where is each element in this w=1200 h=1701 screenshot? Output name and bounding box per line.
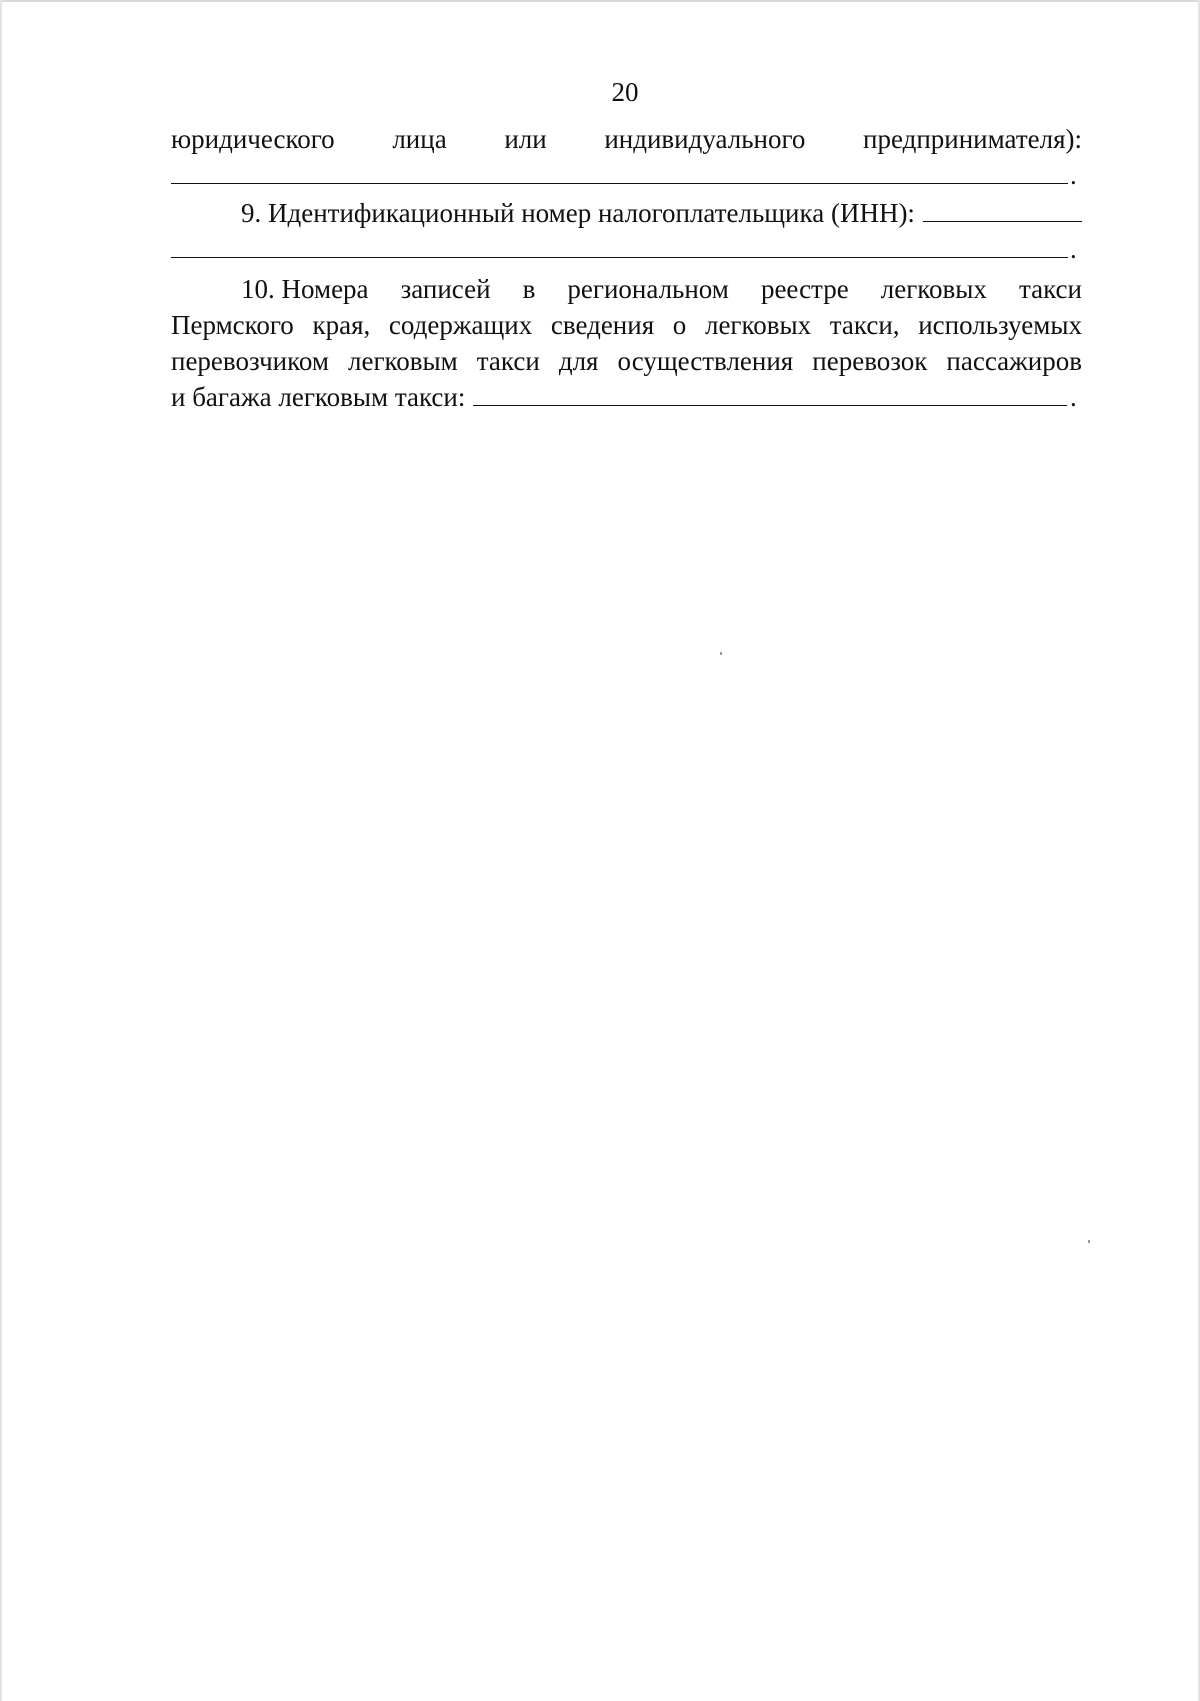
- item9-inn-blank-inline[interactable]: [923, 195, 1082, 222]
- item10-period: .: [1070, 382, 1077, 412]
- item10-word: региональном: [567, 274, 729, 304]
- item10-paragraph: [171, 271, 1082, 415]
- item10-line2: Пермского края, содержащих сведения о легковых такси, используемых: [171, 310, 1082, 340]
- item8-word: юридического: [171, 124, 335, 154]
- page-top-edge: [0, 0, 1200, 2]
- item10-word: легковых: [880, 274, 987, 304]
- item8-blank-line: [171, 157, 1082, 193]
- item10-word: записей: [400, 274, 491, 304]
- item8-word: лица: [392, 124, 447, 154]
- item10-records-blank[interactable]: [473, 379, 1067, 406]
- item9-inn-blank[interactable]: [171, 231, 1068, 258]
- item8-period: .: [1070, 160, 1077, 190]
- item8-fill-blank[interactable]: [171, 157, 1068, 184]
- item8-line1: [171, 121, 1082, 157]
- item10-word: такси: [1018, 274, 1082, 304]
- item10-word: 10. Номера: [241, 274, 369, 304]
- item9-label: 9. Идентификационный номер налогоплательщика (ИНН):: [241, 198, 915, 228]
- item10-line3: перевозчиком легковым такси для осуществления перевозок пассажиров: [171, 346, 1082, 376]
- item9-line1: [171, 195, 1082, 231]
- scan-speck: [1088, 1240, 1090, 1243]
- form-content: [171, 121, 1082, 415]
- item9-period: .: [1070, 234, 1077, 264]
- item8-word: индивидуального: [604, 124, 806, 154]
- page-left-edge: [0, 0, 2, 1701]
- item10-line1: [171, 271, 1082, 307]
- scan-speck: [720, 652, 722, 655]
- item10-word: реестре: [760, 274, 849, 304]
- item9-blank-line: [171, 231, 1082, 267]
- item10-word: в: [522, 274, 536, 304]
- page-number: 20: [611, 77, 639, 107]
- item10-line4: [171, 379, 1082, 415]
- item8-word: предпринимателя):: [863, 124, 1082, 154]
- item8-word: или: [504, 124, 547, 154]
- item10-label: и багажа легковым такси:: [171, 382, 466, 412]
